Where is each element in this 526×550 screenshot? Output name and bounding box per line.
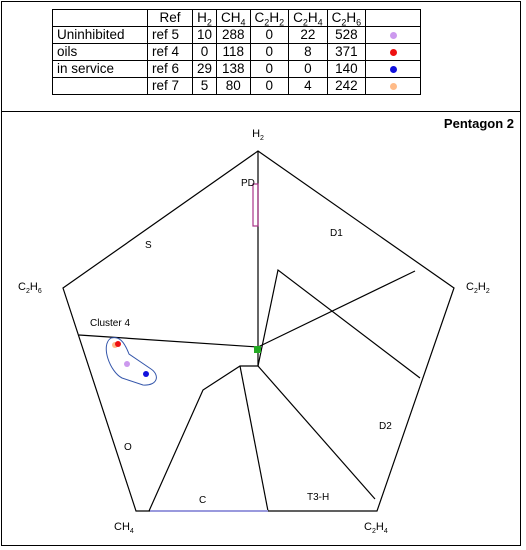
d1-d2-boundary	[258, 270, 420, 378]
gas-value-cell: 0	[289, 61, 328, 78]
gas-value-cell: 138	[217, 61, 251, 78]
vertex-label-bottom-right: $C_2H_4$	[364, 521, 388, 535]
row-label: in service	[53, 61, 148, 78]
header-cell-ch4: $CH_4$	[217, 10, 251, 27]
header-cell-c2h6: $C_2H_6$	[327, 10, 366, 27]
gas-value-cell: 0	[193, 44, 217, 61]
s-o-boundary	[79, 335, 258, 347]
point-ref-5	[124, 361, 130, 367]
header-cell-ref: Ref	[148, 10, 193, 27]
zone-label-c: C	[199, 495, 207, 506]
gas-value-cell: 242	[327, 78, 366, 95]
vertex-label-right: $C_2H_2$	[466, 281, 490, 295]
zone-label-d1: D1	[330, 228, 343, 239]
gas-value-cell: 371	[327, 44, 366, 61]
point-ref-4	[115, 341, 121, 347]
c-t3h-boundary	[240, 366, 268, 511]
vertex-label-top: $H_2$	[252, 128, 264, 142]
gas-value-cell: 528	[327, 27, 366, 44]
gas-value-cell: 0	[250, 44, 289, 61]
pd-zone	[253, 184, 258, 226]
zone-label-o: O	[124, 442, 132, 453]
zone-label-d2: D2	[379, 421, 392, 432]
gas-value-cell: 0	[250, 27, 289, 44]
gas-value-cell: 140	[327, 61, 366, 78]
gas-value-cell: 22	[289, 27, 328, 44]
zone-label-t3h: T3-H	[307, 492, 330, 503]
row-label: Uninhibited	[53, 27, 148, 44]
gas-value-cell: 0	[250, 78, 289, 95]
gas-value-cell: 118	[217, 44, 251, 61]
gas-value-cell: 8	[289, 44, 328, 61]
o-c-boundary	[149, 366, 258, 511]
zone-boundaries	[79, 151, 420, 511]
gas-value-cell: 4	[289, 78, 328, 95]
header-cell-c2h2: $C_2H_2$	[250, 10, 289, 27]
t3h-d2-boundary	[258, 366, 375, 499]
row-ref: ref 7	[148, 78, 193, 95]
vertex-label-left: $C_2H_6$	[18, 281, 42, 295]
point-ref-6	[143, 371, 149, 377]
gas-value-cell: 10	[193, 27, 217, 44]
vertex-label-bottom-left: $CH_4$	[114, 521, 134, 535]
zone-label-s: S	[145, 240, 152, 251]
gas-value-cell: 80	[217, 78, 251, 95]
row-ref: ref 4	[148, 44, 193, 61]
d1-lower-boundary	[258, 271, 415, 347]
row-ref: ref 6	[148, 61, 193, 78]
gas-value-cell: 29	[193, 61, 217, 78]
gas-value-cell: 5	[193, 78, 217, 95]
header-cell-h2: $H_2$	[193, 10, 217, 27]
gas-value-cell: 288	[217, 27, 251, 44]
diagram-title: Pentagon 2	[443, 116, 514, 131]
zone-label-pd: PD	[241, 178, 255, 189]
centroid-marker	[254, 346, 261, 353]
gas-value-cell: 0	[250, 61, 289, 78]
header-cell-c2h4: $C_2H_4$	[289, 10, 328, 27]
cluster-label: Cluster 4	[90, 318, 131, 329]
row-label: oils	[53, 44, 148, 61]
row-ref: ref 5	[148, 27, 193, 44]
